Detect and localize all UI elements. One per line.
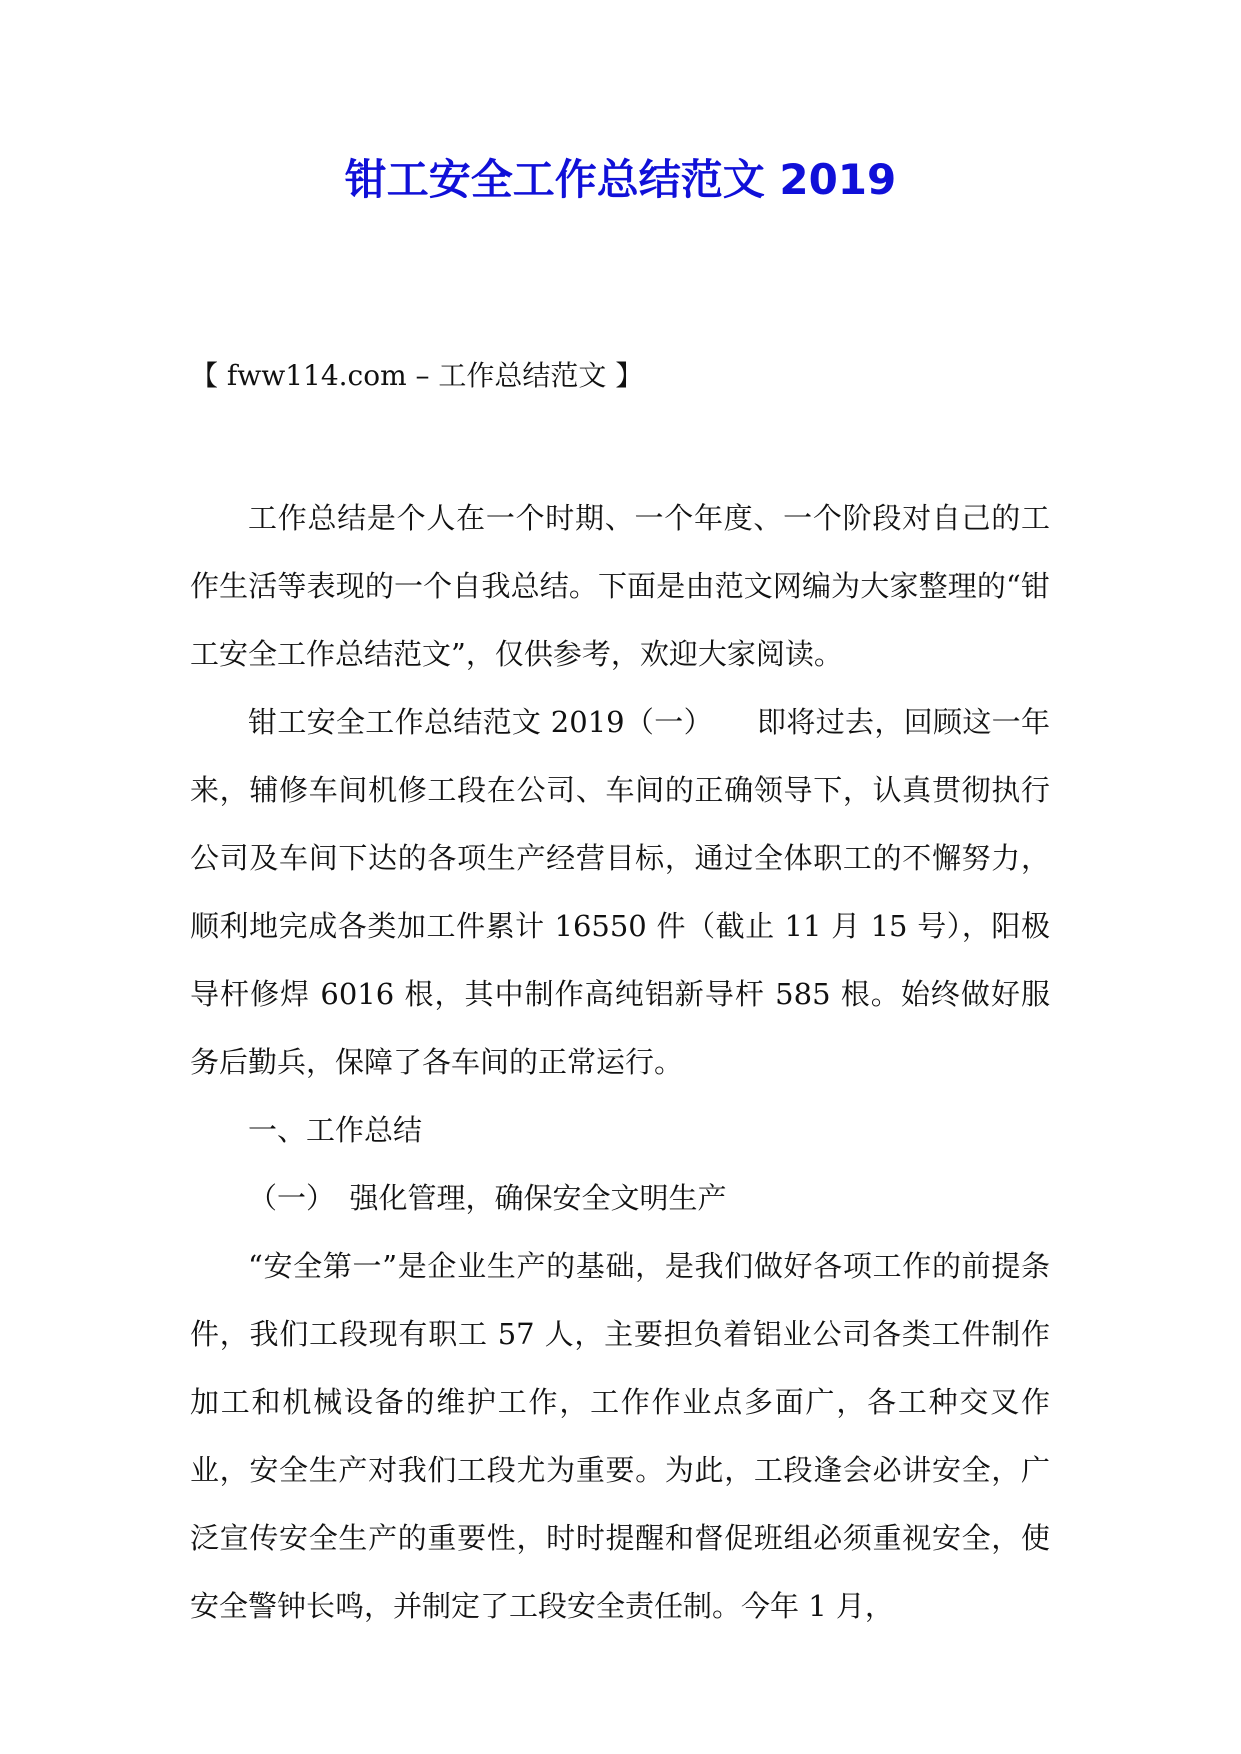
paragraph-intro: 工作总结是个人在一个时期、一个年度、一个阶段对自己的工作生活等表现的一个自我总结。下面是由范文网编为大家整理的“钳工安全工作总结范文”，仅供参考，欢迎大家阅读。 [190,501,1050,671]
source-line: 【 fww114.com – 工作总结范文 】 [190,359,644,392]
paragraph-summary-one: 钳工安全工作总结范文 2019（一） 即将过去，回顾这一年来，辅修车间机修工段在公司、车间的正确领导下，认真贯彻执行公司及车间下达的各项生产经营目标，通过全体职工的不懈努力，顺利地完成各类加工件累计 16550 件（截止 11 月 15 号），阳极导杆修焊 6016 根，其中制作高纯铝新导杆 585 根。始终做好服务后勤兵，保障了各车间的正常运行。 [190,705,1050,1079]
document-title: 钳工安全工作总结范文 2019 [344,155,897,204]
paragraph-safety-first: “安全第一”是企业生产的基础，是我们做好各项工作的前提条件，我们工段现有职工 57 人，主要担负着铝业公司各类工件制作加工和机械设备的维护工作，工作作业点多面广，各工种交叉作业，安全生产对我们工段尤为重要。为此，工段逢会必讲安全，广泛宣传安全生产的重要性，时时提醒和督促班组必须重视安全，使安全警钟长鸣，并制定了工段安全责任制。今年 1 月， [190,1249,1050,1623]
subsection-heading-safety: （一） 强化管理，确保安全文明生产 [248,1181,727,1215]
document-body [190,484,1050,1640]
section-heading-work-summary: 一、工作总结 [248,1113,423,1147]
